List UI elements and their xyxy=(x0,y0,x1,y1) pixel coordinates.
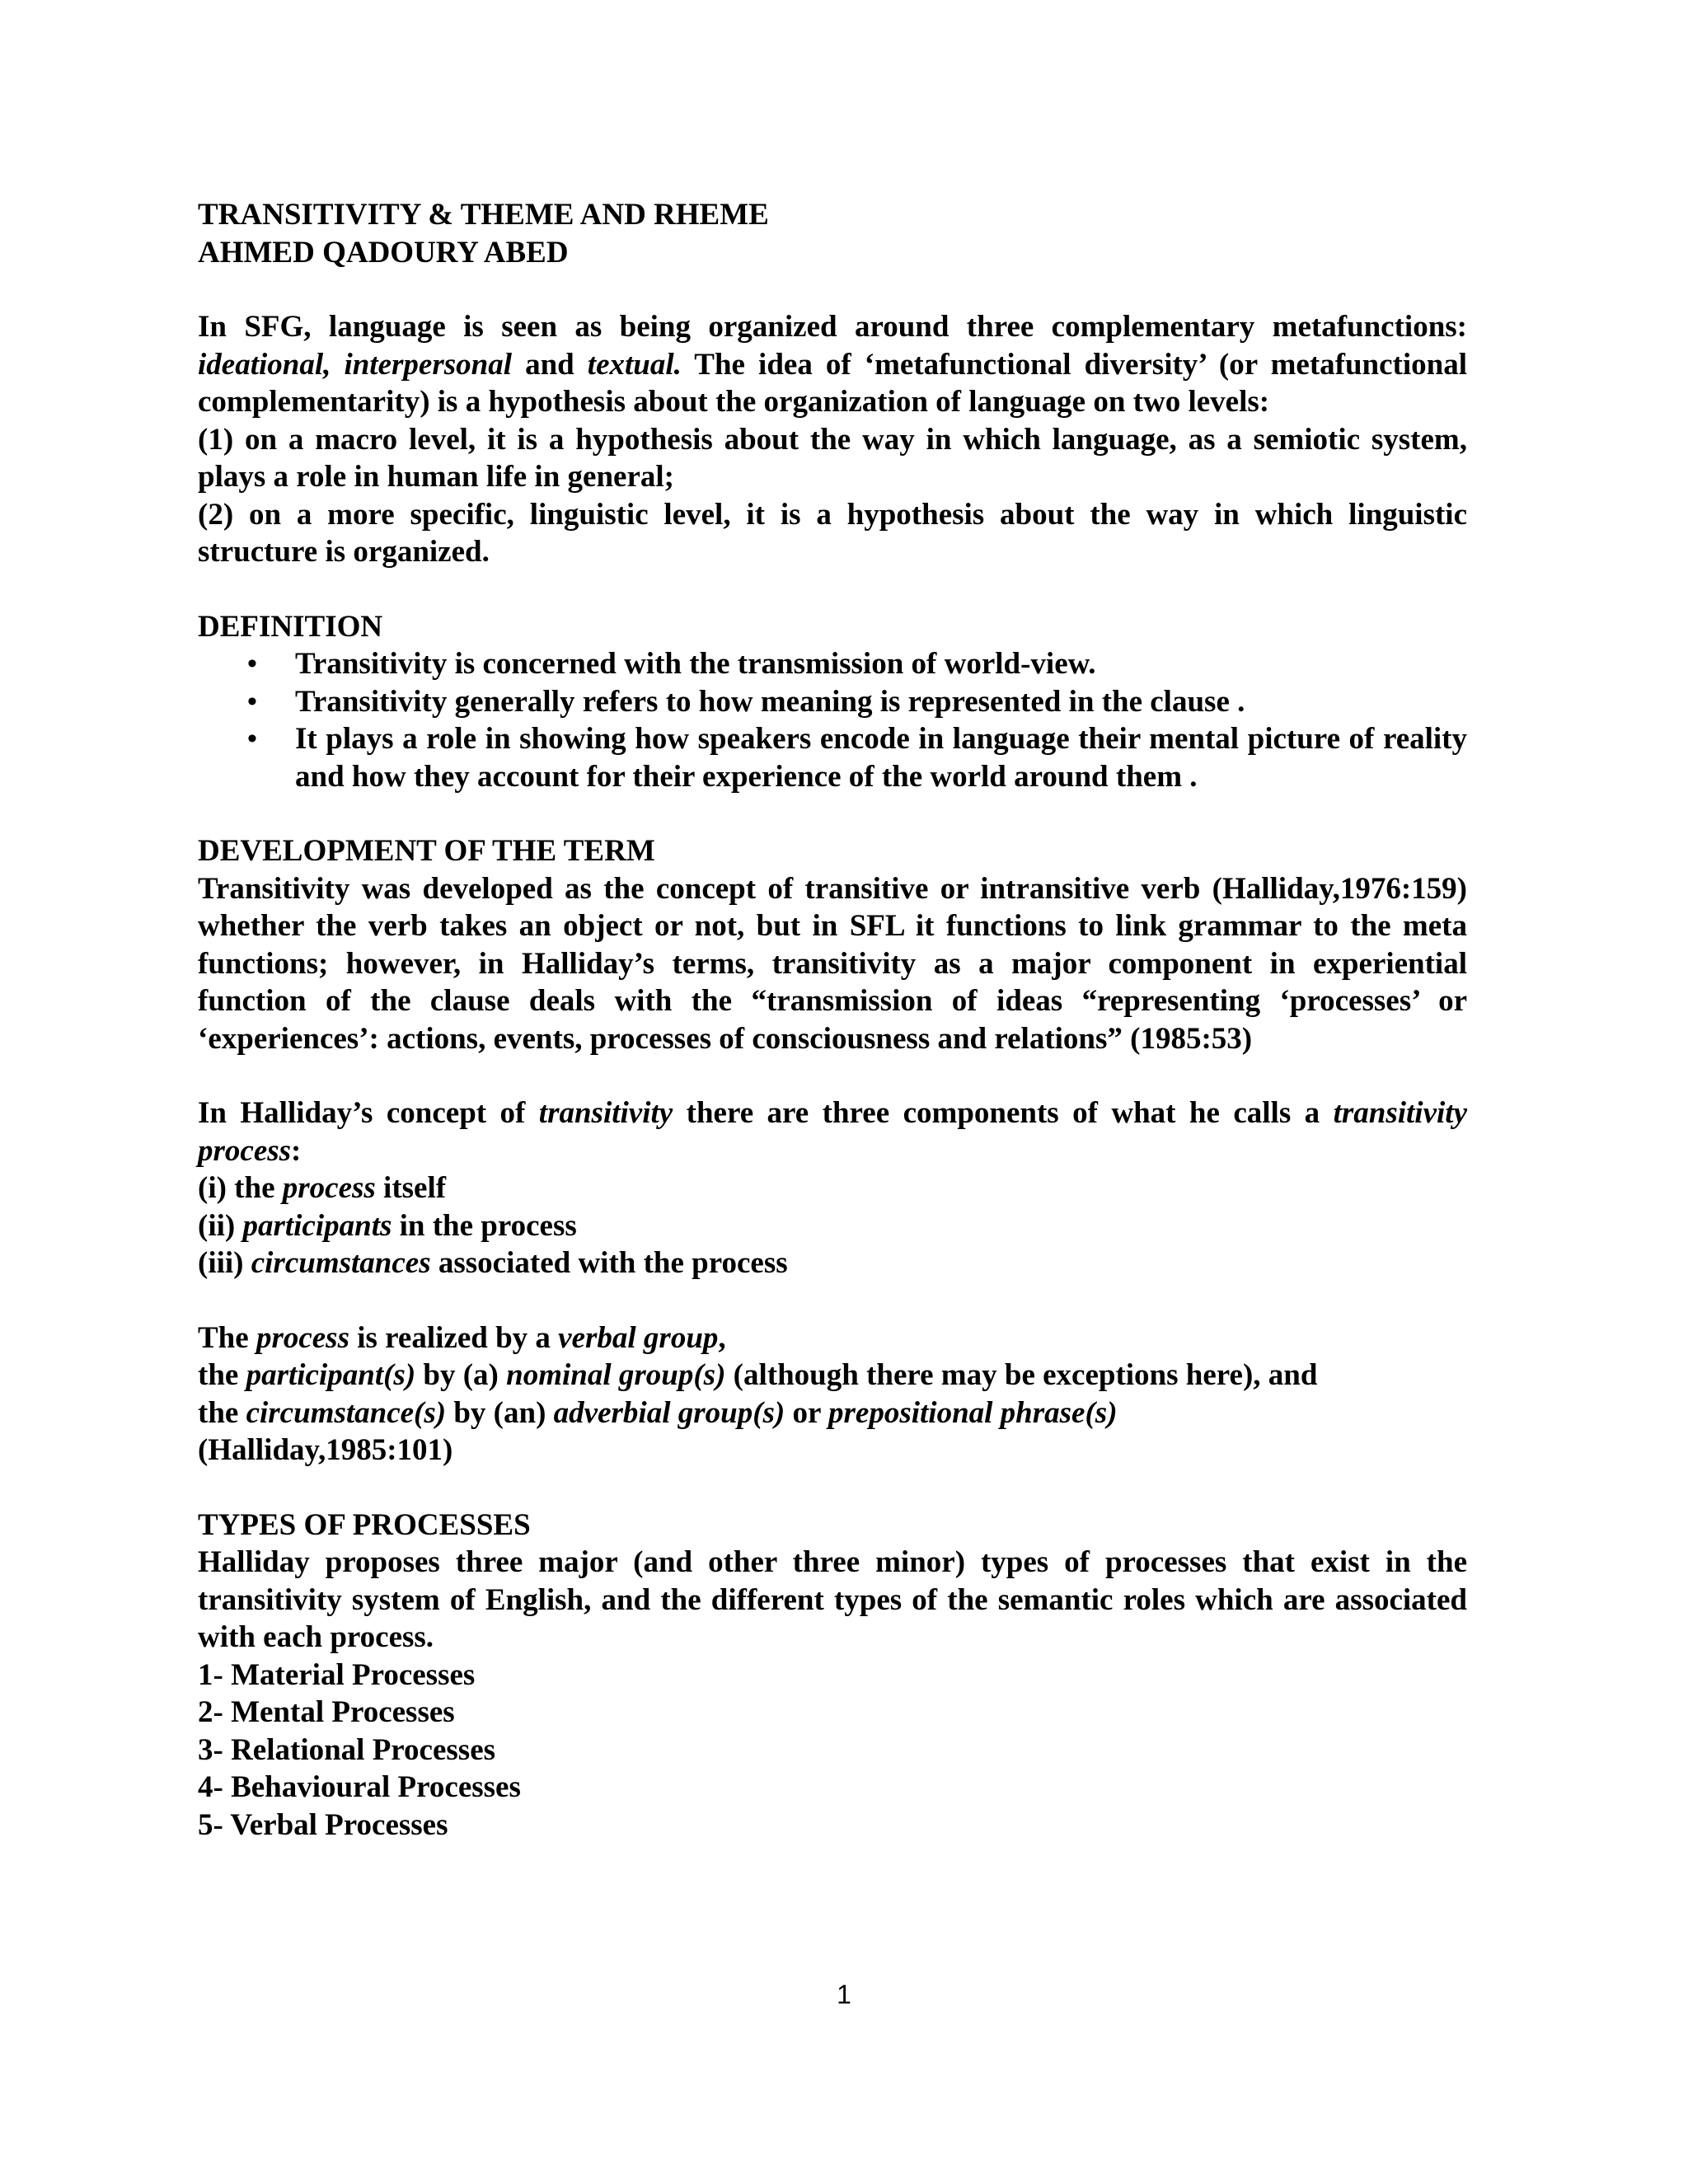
component-participants: (ii) participants in the process xyxy=(198,1208,577,1243)
definition-list xyxy=(198,645,1467,795)
list-item: 1- Material Processes xyxy=(198,1657,476,1692)
bullet-icon: • xyxy=(247,724,257,754)
bullet-icon: • xyxy=(247,649,257,679)
component-circumstances: (iii) circumstances associated with the process xyxy=(198,1246,788,1280)
intro-level-1: (1) on a macro level, it is a hypothesis about the way in which language, as a semiotic system, plays a role in human life in general; xyxy=(198,422,1467,494)
realization-citation: (Halliday,1985:101) xyxy=(198,1433,453,1467)
list-item: 5- Verbal Processes xyxy=(198,1807,448,1842)
list-item: • It plays a role in showing how speakers encode in language their mental picture of reality and how they account for their experience of the world around them . xyxy=(247,722,1467,794)
list-item: • Transitivity generally refers to how meaning is represented in the clause . xyxy=(295,683,1467,721)
page-number: 1 xyxy=(837,1980,851,2009)
types-heading: TYPES OF PROCESSES xyxy=(198,1507,531,1542)
realization-line-1: The process is realized by a verbal group, xyxy=(198,1320,726,1355)
development-paragraph: Transitivity was developed as the concept of transitive or intransitive verb (Halliday,1976:159) whether the verb takes an object or not, but in SFL it functions to link grammar to the meta functions; however, in Halliday’s terms, transitivity as a major component in experiential function of the clause deals with the “transmission of ideas “representing ‘processes’ or ‘experiences’: actions, events, processes of consciousness and relations” (1985:53) xyxy=(198,871,1467,1056)
realization-line-3: the circumstance(s) by (an) adverbial group(s) or prepositional phrase(s) xyxy=(198,1395,1118,1430)
definition-heading: DEFINITION xyxy=(198,609,383,644)
list-item: 2- Mental Processes xyxy=(198,1695,455,1729)
realization-line-2: the participant(s) by (a) nominal group(s) (although there may be exceptions here), and xyxy=(198,1358,1318,1392)
document-page xyxy=(198,196,1467,1844)
components-intro: In Halliday’s concept of transitivity there are three components of what he calls a transitivity process: xyxy=(198,1096,1467,1168)
list-item: 4- Behavioural Processes xyxy=(198,1770,521,1804)
doc-author: AHMED QADOURY ABED xyxy=(198,235,569,269)
doc-title: TRANSITIVITY & THEME AND RHEME xyxy=(198,198,769,232)
intro-level-2: (2) on a more specific, linguistic level, it is a hypothesis about the way in which linguistic structure is organized. xyxy=(198,497,1467,569)
list-item: • Transitivity is concerned with the transmission of world-view. xyxy=(295,645,1467,683)
bullet-icon: • xyxy=(247,686,257,717)
types-paragraph: Halliday proposes three major (and other three minor) types of processes that exist in the transitivity system of English, and the different types of the semantic roles which are associated with each process. xyxy=(198,1545,1467,1654)
component-process: (i) the process itself xyxy=(198,1171,447,1205)
development-heading: DEVELOPMENT OF THE TERM xyxy=(198,834,655,868)
list-item: 3- Relational Processes xyxy=(198,1732,496,1767)
intro-paragraph: In SFG, language is seen as being organized around three complementary metafunctions: ideational, interpersonal and textual. The idea of ‘metafunctional diversity’ (or metafunctional complementarity) is a hypothesis about the organization of language on two levels: xyxy=(198,310,1468,419)
